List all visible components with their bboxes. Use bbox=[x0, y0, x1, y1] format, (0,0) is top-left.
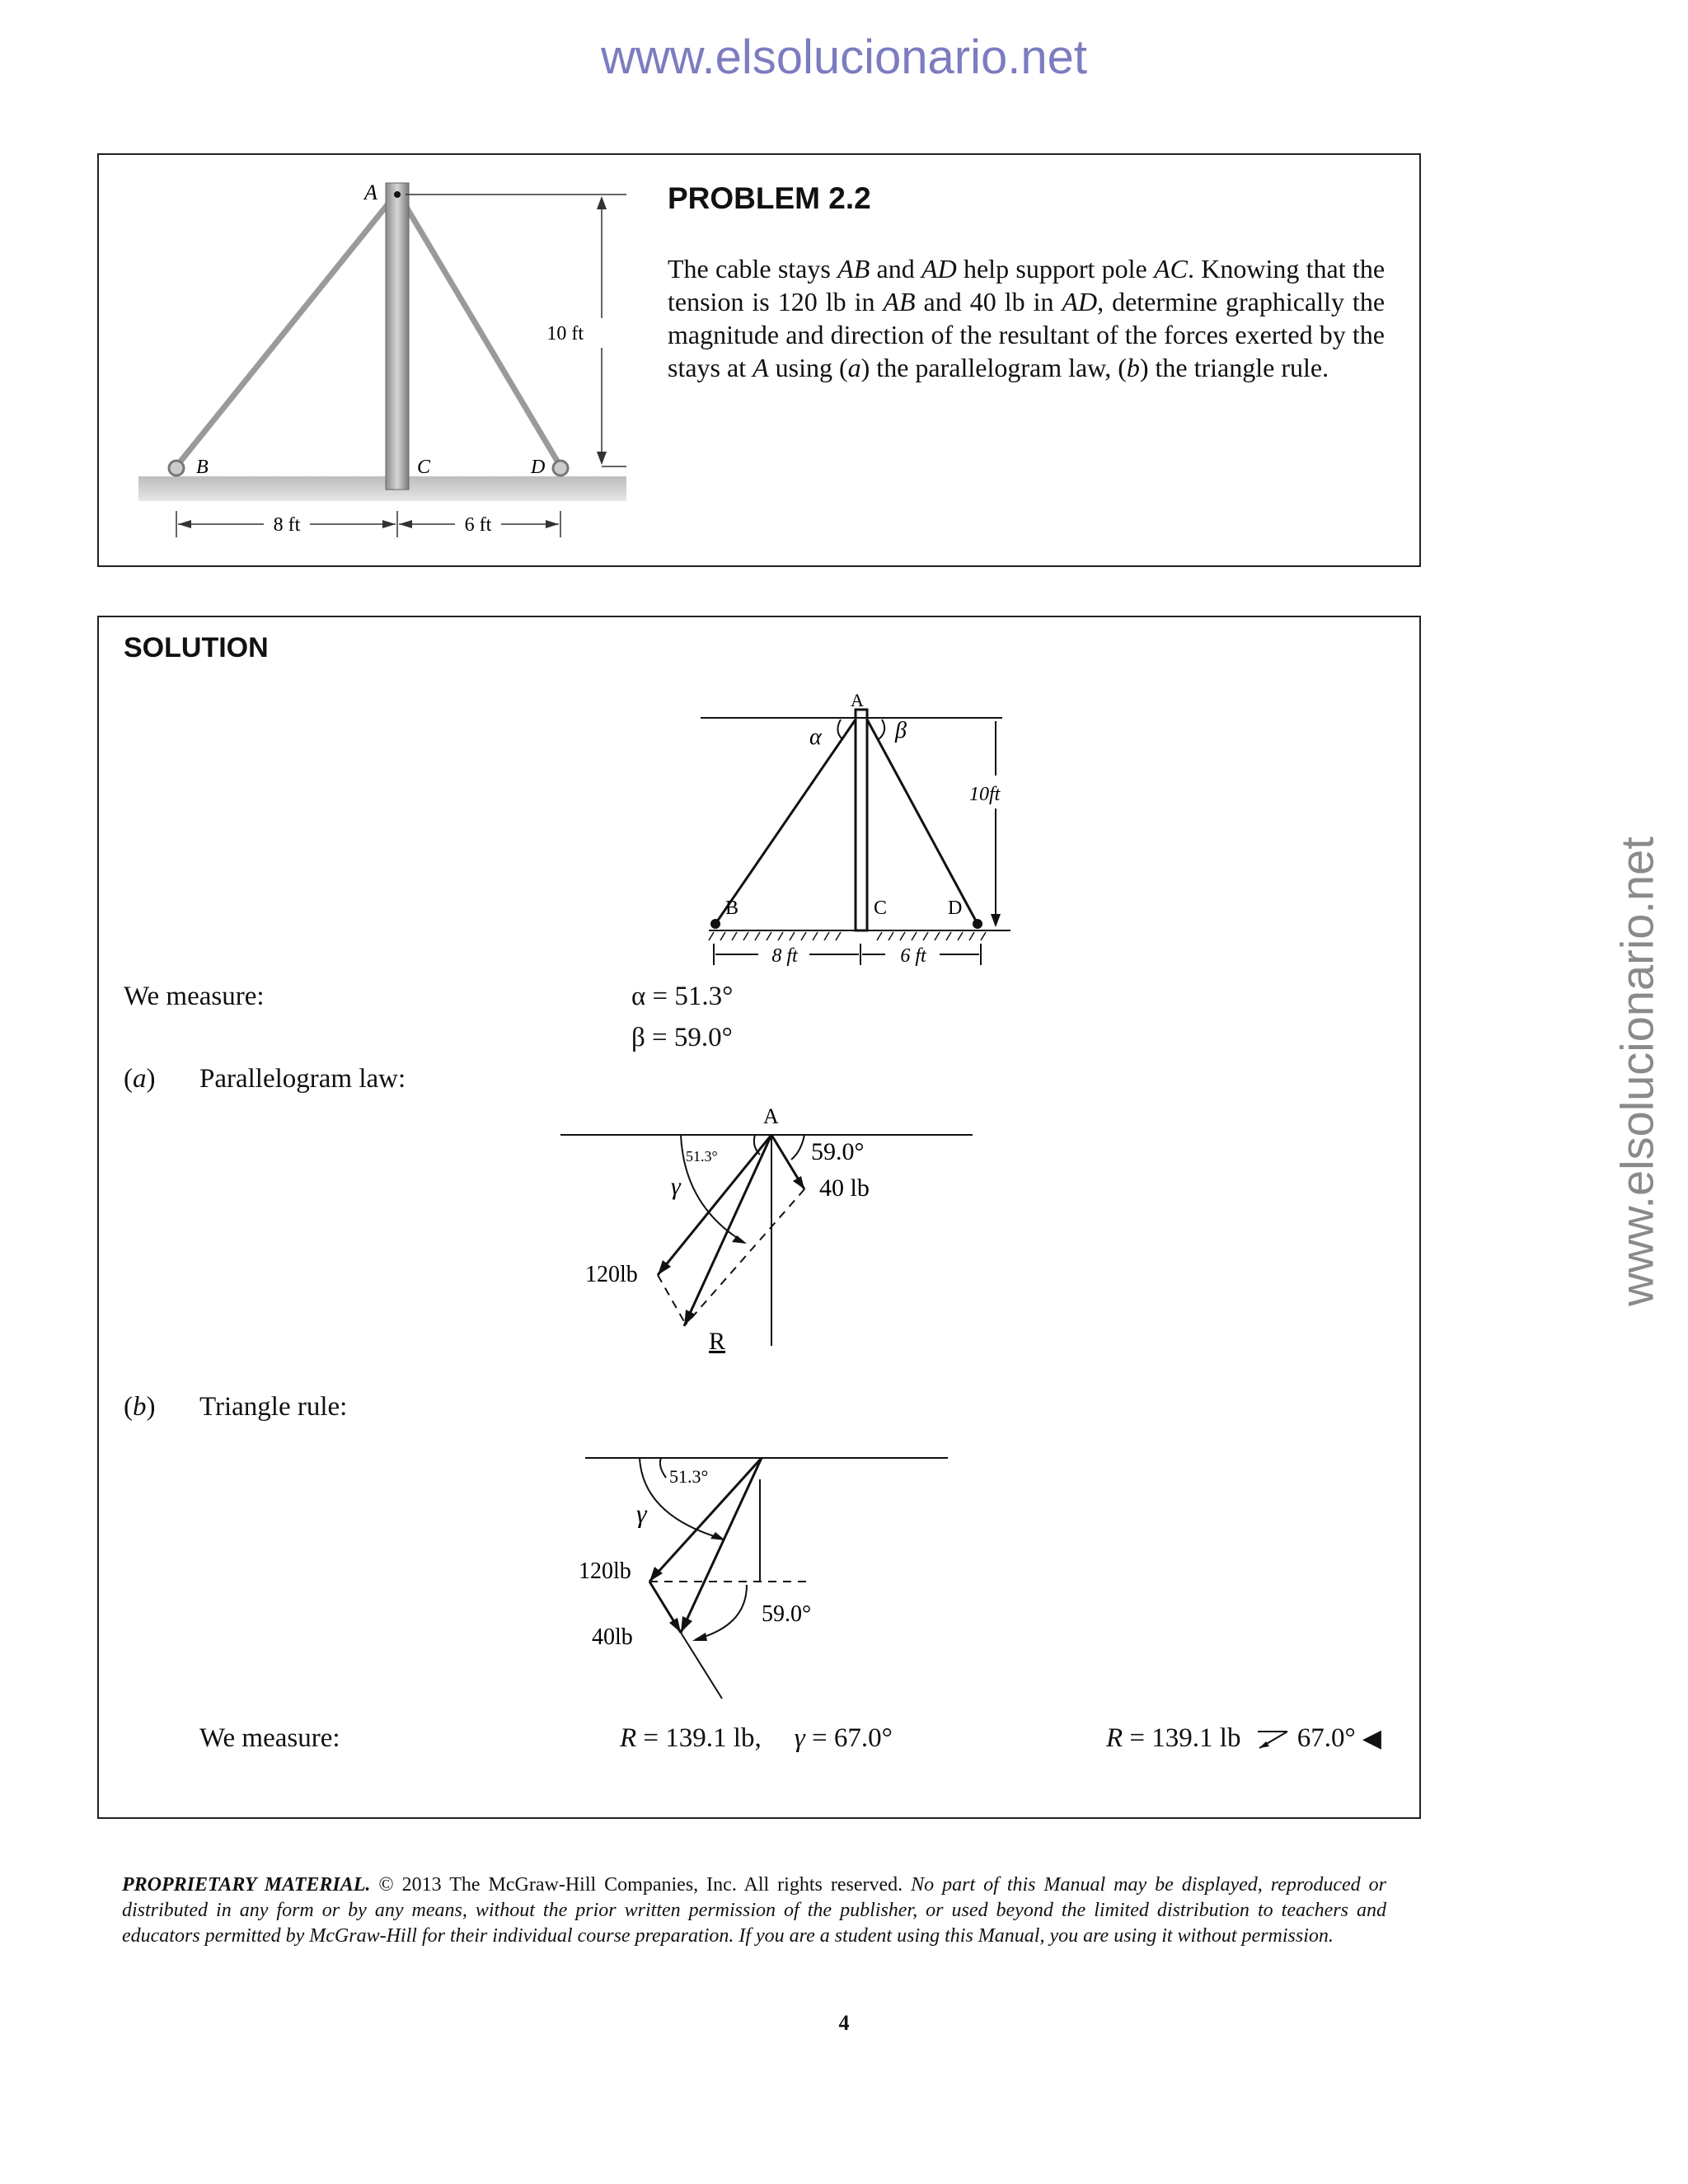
footer-notice: PROPRIETARY MATERIAL. © 2013 The McGraw-Hill Companies, Inc. All rights reserved. No part of this Manual may be displayed, reproduced or distributed in any form or by any means, without the prior written permission of the publisher, or used beyond the limited distribution to teachers and educators permitted by McGraw-Hill for their individual course preparation. If you are a student using this Manual, you are using it without permission. bbox=[122, 1874, 1386, 1947]
tri-force-ad-label: 40lb bbox=[592, 1624, 633, 1650]
tri-gamma: γ bbox=[636, 1498, 647, 1528]
part-b-label: Triangle rule: bbox=[199, 1392, 348, 1422]
sketch-label-a: A bbox=[851, 690, 864, 710]
cable-ab bbox=[176, 194, 396, 466]
dim-bc: 8 ft bbox=[273, 514, 301, 536]
beta-equation: β = 59.0° bbox=[631, 1023, 733, 1052]
para-label-a: A bbox=[763, 1104, 779, 1128]
anchor-d bbox=[553, 461, 568, 476]
sketch-pole bbox=[856, 710, 867, 930]
sketch-label-c: C bbox=[874, 898, 888, 919]
solution-title: SOLUTION bbox=[124, 632, 269, 663]
part-a-label: Parallelogram law: bbox=[199, 1064, 406, 1094]
para-force-ad-label: 40 lb bbox=[819, 1174, 870, 1202]
triangle-diagram bbox=[560, 1433, 973, 1680]
label-c: C bbox=[417, 457, 431, 478]
sketch-dim-bc: 8 ft bbox=[771, 945, 798, 967]
watermark-top: www.elsolucionario.net bbox=[601, 30, 1087, 84]
problem-figure bbox=[99, 155, 643, 559]
pole bbox=[386, 183, 409, 490]
anchor-b bbox=[169, 461, 184, 476]
watermark-side: www.elsolucionario.net bbox=[1611, 837, 1663, 1306]
solution-sketch bbox=[593, 685, 1001, 967]
sketch-label-b: B bbox=[725, 898, 739, 919]
sketch-beta: β bbox=[895, 718, 907, 743]
solution-box bbox=[97, 616, 1421, 1819]
label-b: B bbox=[196, 457, 209, 478]
tri-force-ab-label: 120lb bbox=[579, 1558, 631, 1584]
sketch-cable-ab bbox=[715, 719, 856, 924]
para-angle1: 51.3° bbox=[686, 1148, 718, 1165]
para-gamma: γ bbox=[671, 1173, 681, 1200]
result-measurement: R = 139.1 lb, γ = 67.0° bbox=[620, 1723, 893, 1753]
para-angle2: 59.0° bbox=[811, 1138, 865, 1165]
final-answer: R = 139.1 lb 67.0° ◀ bbox=[1106, 1723, 1381, 1753]
dim-cd: 6 ft bbox=[464, 514, 492, 536]
sketch-alpha: α bbox=[809, 724, 822, 750]
label-a: A bbox=[364, 180, 377, 204]
direction-angle-icon bbox=[1254, 1725, 1291, 1750]
label-d: D bbox=[531, 457, 546, 478]
part-a-mark: (a) bbox=[124, 1064, 156, 1094]
measure-label: We measure: bbox=[124, 982, 265, 1011]
tri-angle2: 59.0° bbox=[762, 1601, 812, 1627]
height-label: 10 ft bbox=[546, 323, 584, 344]
sketch-dim-cd: 6 ft bbox=[900, 945, 926, 967]
sketch-cable-ad bbox=[867, 719, 978, 924]
problem-statement: The cable stays AB and AD help support pole AC. Knowing that the tension is 120 lb in AB and 40 lb in AD, determine graphically the magnitude and direction of the resultant of the forces exerted by the stays at A using (a) the parallelogram law, (b) the triangle rule. bbox=[668, 254, 1386, 382]
sketch-height: 10ft bbox=[969, 784, 1001, 805]
part-b-mark: (b) bbox=[124, 1392, 156, 1422]
para-force-ab-label: 120lb bbox=[585, 1262, 638, 1287]
parallelogram-diagram bbox=[560, 1099, 989, 1362]
para-resultant-label: R bbox=[709, 1328, 726, 1355]
sketch-label-d: D bbox=[948, 898, 963, 919]
answer-marker: ◀ bbox=[1362, 1724, 1381, 1753]
alpha-equation: α = 51.3° bbox=[631, 982, 734, 1011]
cable-ad bbox=[399, 194, 560, 466]
page-number: 4 bbox=[838, 2011, 850, 2035]
final-measure-label: We measure: bbox=[199, 1723, 340, 1753]
problem-box bbox=[97, 153, 1421, 567]
tri-angle1: 51.3° bbox=[669, 1466, 709, 1487]
problem-title: PROBLEM 2.2 bbox=[668, 181, 871, 215]
point-a bbox=[394, 191, 401, 198]
ground bbox=[138, 476, 626, 501]
